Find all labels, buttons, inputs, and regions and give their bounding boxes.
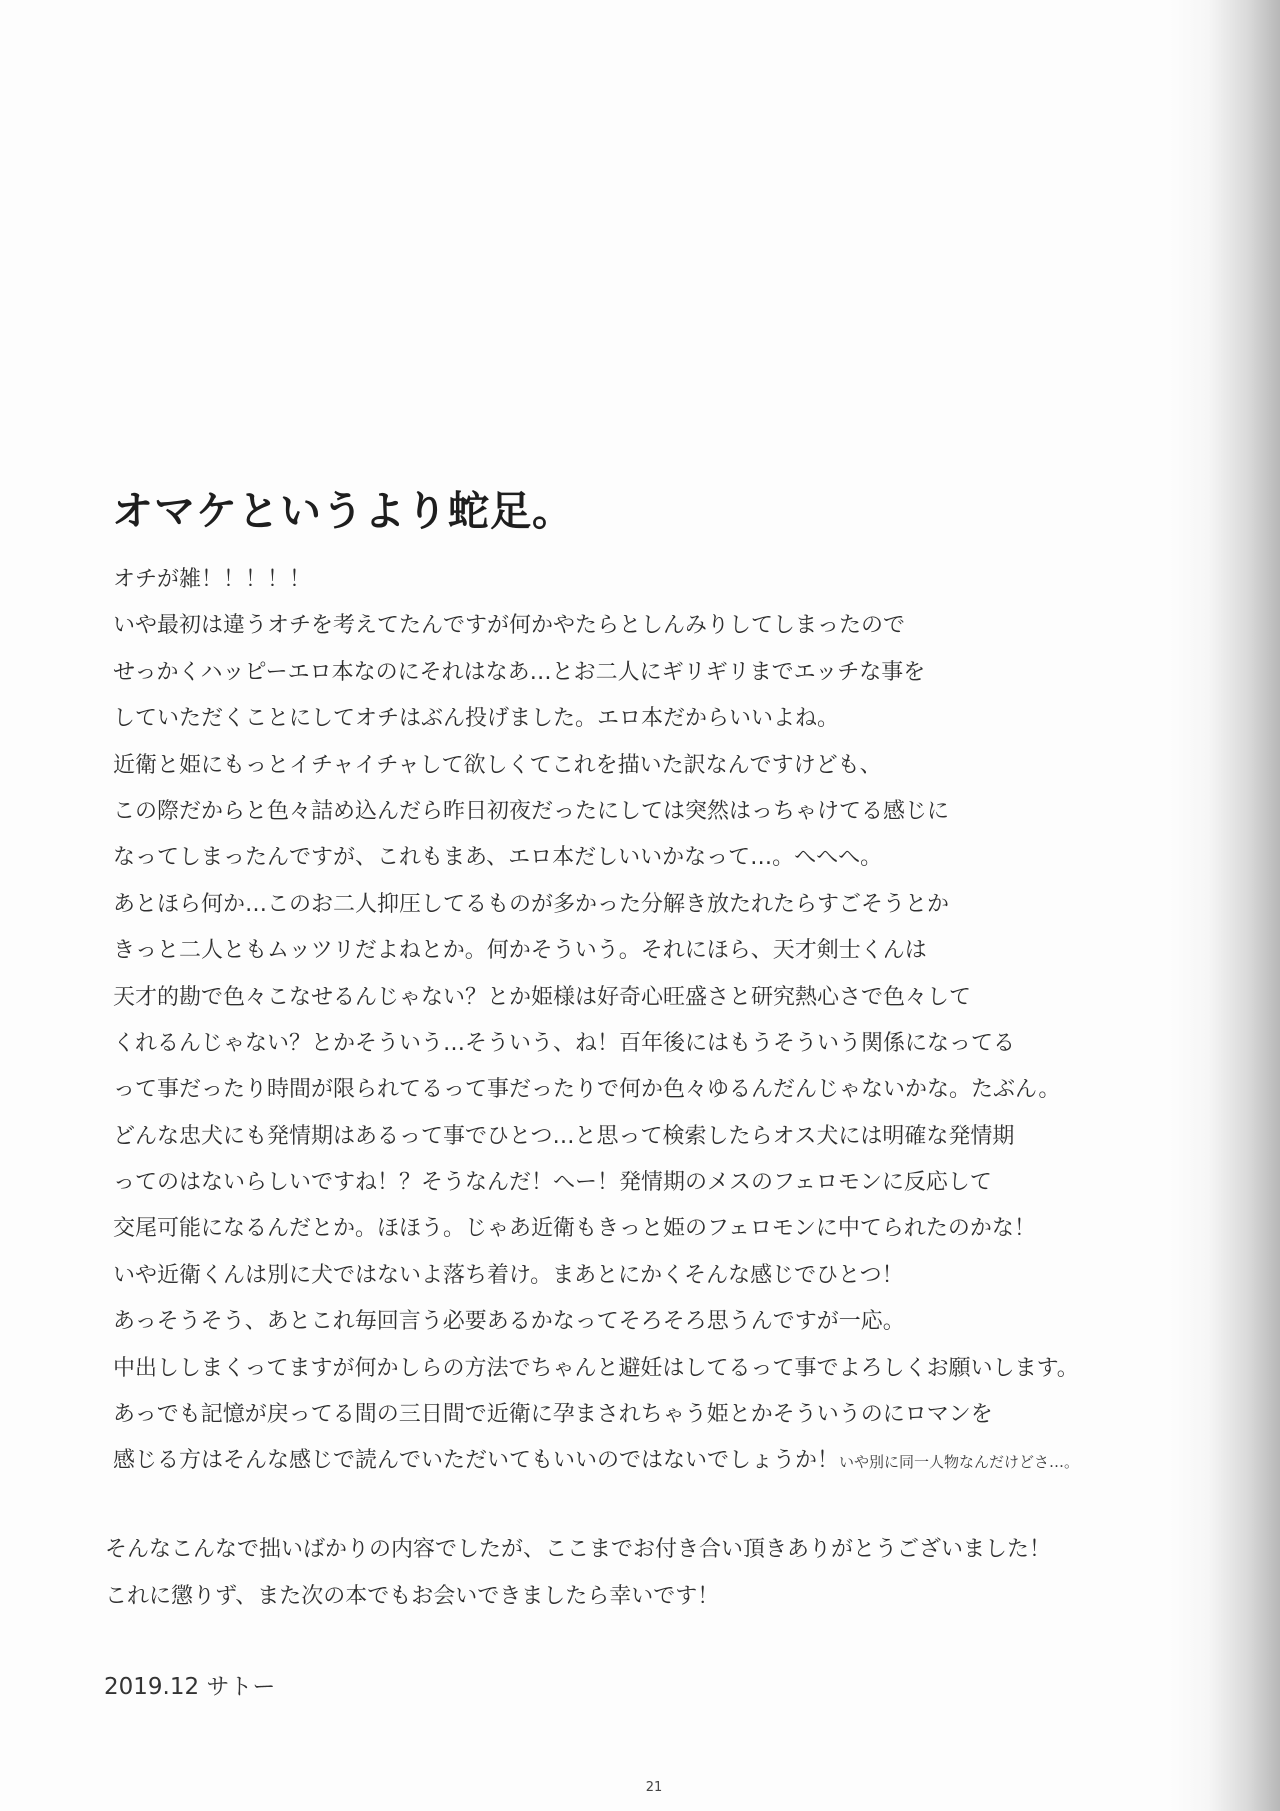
body-line: いや近衛くんは別に犬ではないよ落ち着け。まあとにかくそんな感じでひとつ！ — [113, 1262, 904, 1288]
body-line: していただくことにしてオチはぶん投げました。エロ本だからいいよね。 — [113, 706, 840, 732]
body-line: どんな忠犬にも発情期はあるって事でひとつ…と思って検索したらオス犬には明確な発情期 — [113, 1123, 1015, 1149]
body-line: いや最初は違うオチを考えてたんですが何かやたらとしんみりしてしまったので — [113, 613, 906, 639]
body-line: 天才的勘で色々こなせるんじゃない？とか姫様は好奇心旺盛さと研究熱心さで色々して — [113, 984, 972, 1010]
afterword-heading: オマケというより蛇足。 — [112, 487, 574, 535]
body-line-last — [113, 1438, 1123, 1484]
body-line: あっでも記憶が戻ってる間の三日間で近衛に孕まされちゃう姫とかそういうのにロマンを — [113, 1402, 993, 1428]
date-signature: 2019.12 サトー — [104, 1674, 276, 1700]
closing-remarks — [105, 1527, 1051, 1620]
aside-note: いや別に同一人物なんだけどさ…。 — [839, 1453, 1080, 1472]
page-number: 21 — [645, 1780, 663, 1795]
body-line: きっと二人ともムッツリだよねとか。何かそういう。それにほら、天才剣士くんは — [113, 938, 927, 964]
body-line: あとほら何か…このお二人抑圧してるものが多かった分解き放たれたらすごそうとか — [113, 891, 950, 917]
body-line: 中出ししまくってますが何かしらの方法でちゃんと避妊はしてるって事でよろしくお願いします。 — [113, 1355, 1079, 1381]
closing-line: これに懲りず、また次の本でもお会いできましたら幸いです！ — [105, 1583, 720, 1609]
body-line: 近衛と姫にもっとイチャイチャして欲しくてこれを描いた訳なんですけども、 — [113, 752, 882, 778]
afterword-body — [113, 557, 1123, 1485]
body-line: くれるんじゃない？とかそういう…そういう、ね！百年後にはもうそういう関係になってる — [113, 1030, 1016, 1056]
closing-line: そんなこんなで拙いばかりの内容でしたが、ここまでお付き合い頂きありがとうございました！ — [105, 1537, 1052, 1562]
body-line: 交尾可能になるんだとか。ほほう。じゃあ近衛もきっと姫のフェロモンに中てられたのかな！ — [113, 1216, 1036, 1242]
body-line: なってしまったんですが、これもまあ、エロ本だしいいかなって…。へへへ。 — [113, 845, 883, 871]
binding-shadow — [1170, 0, 1280, 1811]
body-line: ってのはないらしいですね！？そうなんだ！へー！発情期のメスのフェロモンに反応して — [113, 1170, 992, 1196]
body-line: オチが雑！！！！！ — [113, 567, 312, 592]
body-line: せっかくハッピーエロ本なのにそれはなあ…とお二人にギリギリまでエッチな事を — [113, 659, 926, 685]
body-line-text: 感じる方はそんな感じで読んでいただいてもいいのではないでしょうか！ — [113, 1448, 840, 1474]
body-line: この際だからと色々詰め込んだら昨日初夜だったにしては突然はっちゃけてる感じに — [113, 798, 950, 824]
body-line: あっそうそう、あとこれ毎回言う必要あるかなってそろそろ思うんですが一応。 — [113, 1309, 905, 1335]
body-line: って事だったり時間が限られてるって事だったりで何か色々ゆるんだんじゃないかな。たぶん。 — [113, 1077, 1061, 1103]
